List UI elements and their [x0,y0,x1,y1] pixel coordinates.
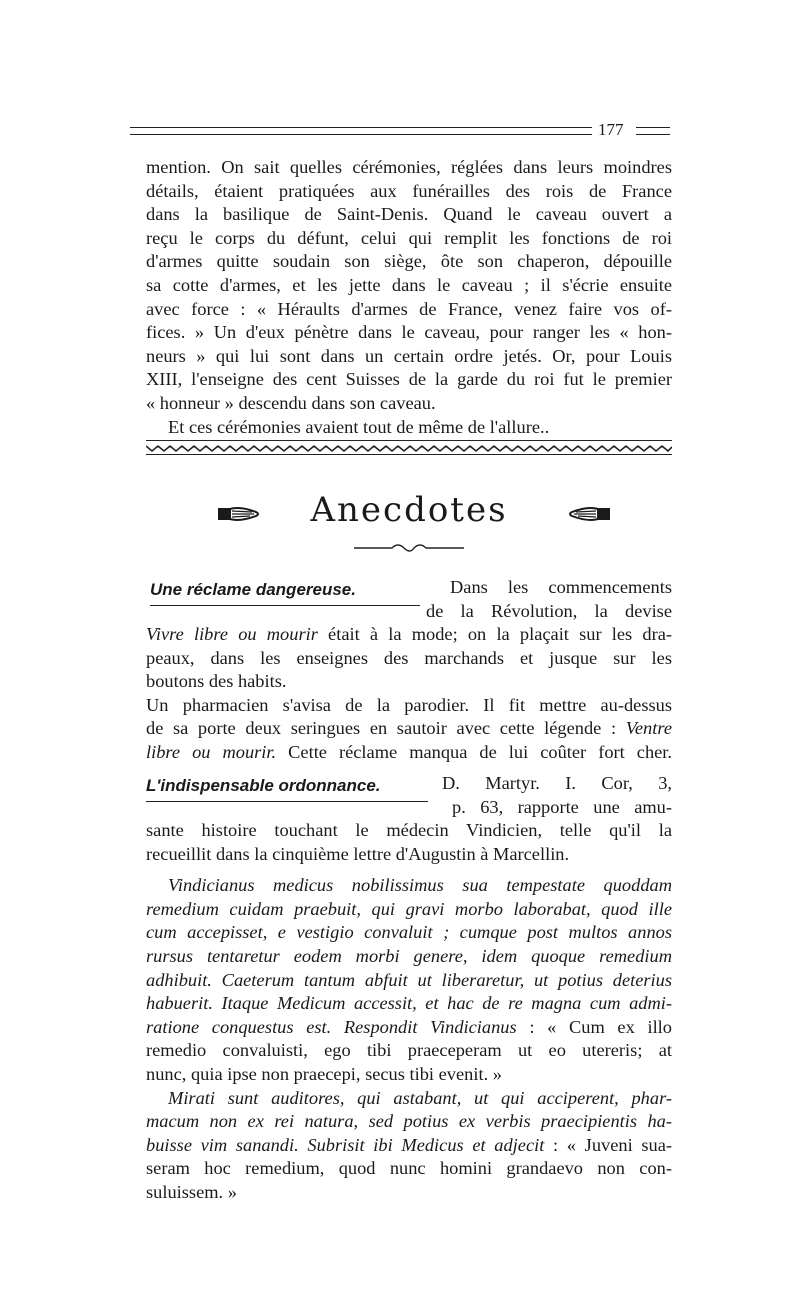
parody-italic: Ventre [625,718,672,739]
text-span: : « Juveni sua- [544,1134,672,1155]
latin-line [146,1134,672,1158]
text-span: Un pharmacien s'avisa de la parodier. Il fit mettre au-dessus [146,694,672,715]
latin-line: suluissem. » [146,1181,237,1202]
separator-rule-top [146,440,672,441]
text-span: : « Cum ex illo [516,1016,672,1037]
parody-italic: libre ou mourir. [146,741,277,762]
header-rule-right [636,127,670,135]
text-line: fices. » Un d'eux pénètre dans le caveau, pour ranger les « hon- [146,322,672,343]
latin-line: seram hoc remedium, quod nunc homini grandaevo non con- [146,1158,672,1179]
text-line: de la Révolution, la devise [426,600,672,621]
latin-line: macum non ex rei natura, sed potius ex verbis praecipientis ha- [146,1111,672,1132]
latin-line: nunc, quia ipse non praecepi, secus tibi evenit. » [146,1063,502,1084]
latin-line: remedio convaluisti, ego tibi praeceperam ut eo utereris; at [146,1040,672,1061]
text-line [146,741,672,765]
closing-line: Et ces cérémonies avaient tout de même de l'allure.. [168,416,550,437]
latin-line: habuerit. Itaque Medicum accessit, et hac de re magna cum admi- [146,993,672,1014]
text-line: peaux, dans les enseignes des marchands et jusque sur les [146,647,672,668]
text-line: dans la basilique de Saint-Denis. Quand le caveau ouvert a [146,204,672,225]
title-flourish-ornament [354,542,464,554]
anecdote-ordonnance [146,772,672,1205]
text-line: « honneur » descendu dans son caveau. [146,392,436,413]
latin-line: Vindicianus medicus nobilissimus sua tempestate quoddam [168,875,672,896]
text-line: reçu le corps du défunt, celui qui remplit les fonctions de roi [146,227,672,248]
text-line: recueillit dans la cinquième lettre d'Augustin à Marcellin. [146,843,570,864]
latin-line: remedium cuidam praebuit, qui gravi morbo laborabat, quod ille [146,898,672,919]
text-span: de sa porte deux seringues en sautoir avec cette légende : [146,718,626,739]
latin-line: Mirati sunt auditores, qui astabant, ut qui acciperent, phar- [168,1087,672,1108]
separator-rule-bottom [146,454,672,455]
text-line [146,717,672,741]
anecdote-reclame [146,576,672,765]
text-line: XIII, l'enseigne des cent Suisses de la garde du roi fut le premier [146,369,672,390]
header-rule-left [130,127,592,135]
text-line: avec force : « Héraults d'armes de France, venez faire vos of- [146,298,672,319]
text-line: p. 63, rapporte une amu- [452,796,672,817]
text-line: neurs » qui lui sont dans un certain ordre jetés. Or, pour Louis [146,345,672,366]
latin-italic: ratione conquestus est. Respondit Vindicianus [146,1016,517,1037]
text-line: mention. On sait quelles cérémonies, réglées dans leurs moindres [146,157,672,177]
text-line: D. Martyr. I. Cor, 3, [442,773,672,793]
text-line: sante histoire touchant le médecin Vindicien, telle qu'il la [146,820,672,840]
page-header [130,118,670,142]
latin-italic: buisse vim sanandi. Subrisit ibi Medicus et adjecit [146,1134,545,1155]
text-line: Dans les commencements [450,577,672,597]
text-line [146,623,672,647]
text-line: d'armes quitte soudain son siège, ôte son chaperon, dépouille [146,251,672,272]
text-line: détails, étaient pratiquées aux funérailles des rois de France [146,180,672,201]
zigzag-ornament [146,443,672,453]
latin-line [146,1016,672,1040]
text-line: sa cotte d'armes, et les jette dans le caveau ; il s'écrie ensuite [146,274,672,295]
section-separator [146,440,672,460]
hand-pointer-left-icon [566,500,612,528]
section-title-block [146,484,672,554]
anecdote-heading: L'indispensable ordonnance. [146,774,428,802]
text-span: Cette réclame manqua de lui coûter fort cher. [276,741,673,762]
text-line [146,694,672,718]
text-span: était à la mode; on la plaçait sur les dra- [317,624,672,644]
top-paragraph [146,156,672,439]
latin-line: adhibuit. Caeterum tantum abfuit ut liberaretur, ut potius deterius [146,969,672,990]
section-title: Anecdotes [310,490,508,530]
motto-italic: Vivre libre ou mourir [146,624,318,644]
text-line: boutons des habits. [146,671,287,692]
latin-line: rursus tentaretur eodem morbi genere, idem quoque remedium [146,945,672,966]
latin-line: cum accepisset, e vestigio convaluit ; cumque post multos annos [146,922,672,943]
anecdote-heading: Une réclame dangereuse. [150,578,420,606]
page-number: 177 [598,120,624,139]
